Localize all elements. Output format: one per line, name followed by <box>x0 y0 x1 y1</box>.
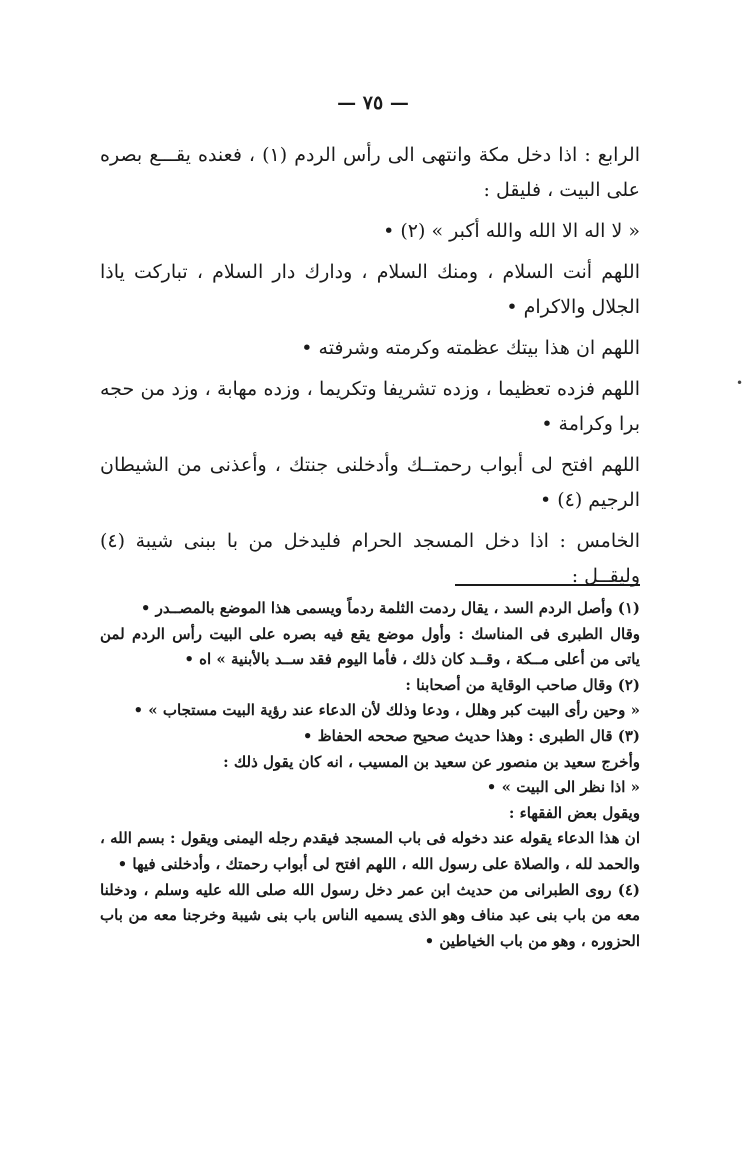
main-paragraph: اللهم فزده تعظيما ، وزده تشريفا وتكريما ، وزده مهابة ، وزد من حجه برا وكرامة • <box>100 378 640 435</box>
main-text <box>100 138 640 600</box>
footnote-line: (٣) قال الطبرى : وهذا حديث صحيح صححه الحفاظ • <box>302 726 640 745</box>
footnote-line: « وحين رأى البيت كبر وهلل ، ودعا وذلك لأن الدعاء عند رؤية البيت مستجاب » • <box>133 701 640 720</box>
footnote-line: (٤) روى الطبرانى من حديث ابن عمر دخل رسول الله صلى الله عليه وسلم ، ودخلنا معه من باب بنى عبد مناف وهو الذى يسميه الناس باب بنى شيبة وخرجنا معه من باب الحزوره ، وهو من باب الخياطين • <box>100 880 640 950</box>
footnote-line: (١) وأصل الردم السد ، يقال ردمت الثلمة ردماً ويسمى هذا الموضع بالمصــدر • <box>140 599 640 617</box>
main-paragraph: « لا اله الا الله والله أكبر » (٢) • <box>383 220 640 242</box>
footnote-line: « اذا نظر الى البيت » • <box>486 778 640 797</box>
main-paragraph: اللهم افتح لى أبواب رحمتــك وأدخلنى جنتك ، وأعذنى من الشيطان الرجيم (٤) • <box>100 454 640 511</box>
footnote-line: ان هذا الدعاء يقوله عند دخوله فى باب المسجد فيقدم رجله اليمنى ويقول : بسم الله ، والحمد لله ، والصلاة على رسول الله ، اللهم افتح لى أبواب رحمتك ، وأدخلنى فيها • <box>100 829 640 873</box>
main-paragraph: اللهم ان هذا بيتك عظمته وكرمته وشرفته • <box>301 337 640 359</box>
footnote-line: وأخرج سعيد بن منصور عن سعيد بن المسيب ، انه كان يقول ذلك : <box>223 752 640 771</box>
margin-mark: • <box>736 376 744 390</box>
main-paragraph: الرابع : اذا دخل مكة وانتهى الى رأس الردم (١) ، فعنده يقـــع بصره على البيت ، فليقل : <box>100 144 640 201</box>
footnotes <box>100 596 640 954</box>
footnote-line: وقال الطبرى فى المناسك : وأول موضع يقع فيه بصره على البيت رأس الردم لمن ياتى من أعلى مــكة ، وقــد كان ذلك ، فأما اليوم فقد ســد بالأبنية » اه • <box>100 624 640 669</box>
footnote-line: (٢) وقال صاحب الوقاية من أصحابنا : <box>405 675 640 694</box>
page-number: — ٧٥ — <box>337 92 409 114</box>
main-paragraph: اللهم أنت السلام ، ومنك السلام ، ودارك دار السلام ، تباركت ياذا الجلال والاكرام • <box>100 261 640 318</box>
main-paragraph: الخامس : اذا دخل المسجد الحرام فليدخل من با ببنى شيبة (٤) وليقــل : <box>100 530 640 587</box>
footnote-line: ويقول بعض الفقهاء : <box>508 803 640 822</box>
footnote-divider <box>455 584 640 586</box>
